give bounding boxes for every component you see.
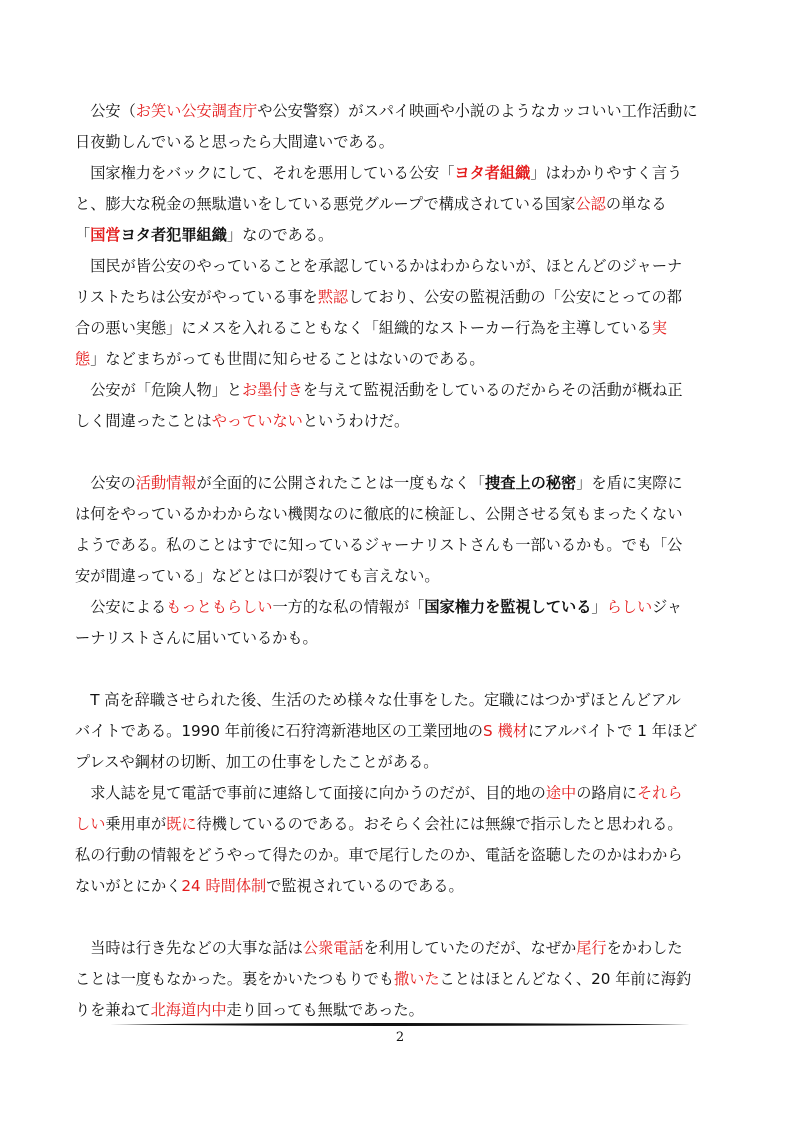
text-line [75, 158, 735, 189]
text-line [75, 964, 735, 995]
text-segment: 一方的な私の情報が「 [272, 598, 425, 616]
text-line [75, 840, 735, 871]
text-segment: 安が間違っている」などとは口が裂けても言えない。 [75, 567, 440, 585]
text-segment: 」などまちがっても世間に知らせることはないのである。 [90, 350, 485, 368]
highlighted-text: しい [75, 815, 106, 833]
bold-text: 国家権力を監視している [424, 598, 592, 616]
bold-text: ヨタ者犯罪組織 [120, 226, 227, 244]
text-segment: 公安の [75, 474, 136, 492]
highlighted-text: 活動情報 [135, 474, 197, 492]
text-segment: 私の行動の情報をどうやって得たのか。車で尾行したのか、電話を盗聴したのかはわから [75, 846, 683, 864]
text-segment: にアルバイトで 1 年ほど [527, 722, 698, 740]
text-segment: 公安が「危険人物」と [75, 381, 243, 399]
text-segment: 公安による [75, 598, 167, 616]
text-segment: ジャ [652, 598, 683, 616]
highlighted-text: お笑い公安調査庁 [135, 102, 258, 120]
text-segment: 「 [75, 226, 91, 244]
text-segment: バイトである。1990 年前後に石狩湾新港地区の工業団地の [75, 722, 483, 740]
text-line [75, 747, 735, 778]
text-segment: ようである。私のことはすでに知っているジャーナリストさんも一部いるかも。でも「公 [75, 536, 683, 554]
text-line [75, 220, 735, 251]
text-segment: の単なる [605, 195, 667, 213]
text-line [75, 530, 735, 561]
text-segment: 国民が皆公安のやっていることを承認しているかはわからないが、ほとんどのジャーナ [75, 257, 683, 275]
highlighted-text: 態 [75, 350, 91, 368]
page-number: 2 [395, 1030, 405, 1045]
text-segment: をかわした [606, 939, 683, 957]
highlighted-text: 尾行 [576, 939, 607, 957]
highlighted-text: 公認 [575, 195, 606, 213]
text-segment: が全面的に公開されたことは一度もなく「 [196, 474, 486, 492]
text-segment: 日夜勤しんでいると思ったら大間違いである。 [75, 133, 394, 151]
paragraph-gap [75, 437, 735, 468]
text-line [75, 778, 735, 809]
text-segment: 公安（ [75, 102, 136, 120]
text-segment: 待機しているのである。おそらく会社には無線で指示したと思われる。 [196, 815, 683, 833]
text-segment: 」を盾に実際に [576, 474, 683, 492]
text-segment: T 高を辞職させられた後、生活のため様々な仕事をした。定職にはつかずほとんどアル [75, 691, 681, 709]
highlighted-text: S 機材 [482, 722, 528, 740]
highlighted-text: やっていない [211, 412, 303, 430]
highlighted-text: 公衆電話 [302, 939, 364, 957]
text-segment: は何をやっているかわからない機関なのに徹底的に検証し、公開させる気もまったくない [75, 505, 683, 523]
text-segment: 乗用車が [105, 815, 167, 833]
highlighted-text: ヨタ者組織 [454, 164, 531, 182]
text-segment: 」 [591, 598, 607, 616]
highlighted-text: 国営 [90, 226, 121, 244]
text-line [75, 468, 735, 499]
text-segment: 合の悪い実態」にメスを入れることもなく「組織的なストーカー行為を主導している [75, 319, 652, 337]
highlighted-text: らしい [606, 598, 653, 616]
text-segment: 国家権力をバックにして、それを悪用している公安「 [75, 164, 455, 182]
highlighted-text: 既に [166, 815, 197, 833]
text-line [75, 623, 735, 654]
text-segment: や公安警察）がスパイ映画や小説のようなカッコいい工作活動に [257, 102, 698, 120]
text-line [75, 685, 735, 716]
text-line [75, 189, 735, 220]
highlighted-text: お墨付き [242, 381, 303, 399]
text-segment: の路肩に [576, 784, 637, 802]
text-line [75, 375, 735, 406]
text-segment: 」はわかりやすく言う [530, 164, 683, 182]
document-body [75, 96, 735, 1026]
text-segment: 走り回っても無駄であった。 [226, 1001, 424, 1019]
text-line [75, 251, 735, 282]
text-segment: ーナリストさんに届いているかも。 [75, 629, 318, 647]
text-segment: を利用していたのだが、なぜか [363, 939, 577, 957]
text-line [75, 561, 735, 592]
text-segment: リストたちは公安がやっている事を [75, 288, 318, 306]
highlighted-text: 24 時間体制 [181, 877, 267, 895]
highlighted-text: 実 [651, 319, 668, 337]
text-segment: しく間違ったことは [75, 412, 212, 430]
text-line [75, 406, 735, 437]
text-segment: 求人誌を見て電話で事前に連絡して面接に向かうのだが、目的地の [75, 784, 546, 802]
text-segment: ことはほとんどなく、20 年前に海釣 [439, 970, 692, 988]
text-segment: りを兼ねて [75, 1001, 151, 1019]
text-segment: しており、公安の監視活動の「公安にとっての都 [348, 288, 682, 306]
text-line [75, 344, 735, 375]
footer-rule [110, 1022, 690, 1027]
text-line [75, 716, 735, 747]
text-line [75, 592, 735, 623]
highlighted-text: 北海道内中 [150, 1001, 227, 1019]
highlighted-text: 途中 [545, 784, 577, 802]
paragraph-gap [75, 902, 735, 933]
text-segment: で監視されているのである。 [266, 877, 464, 895]
text-segment: ないがとにかく [75, 877, 182, 895]
text-line [75, 96, 735, 127]
text-line [75, 499, 735, 530]
highlighted-text: もっともらしい [166, 598, 273, 616]
text-line [75, 809, 735, 840]
text-segment: 当時は行き先などの大事な話は [75, 939, 303, 957]
text-segment: ことは一度もなかった。裏をかいたつもりでも [75, 970, 394, 988]
text-line [75, 127, 735, 158]
text-segment: を与えて監視活動をしているのだからその活動が概ね正 [302, 381, 683, 399]
text-segment: プレスや鋼材の切断、加工の仕事をしたことがある。 [75, 753, 439, 771]
paragraph-gap [75, 654, 735, 685]
bold-text: 捜査上の秘密 [485, 474, 577, 492]
highlighted-text: それら [636, 784, 683, 802]
text-line [75, 871, 735, 902]
text-segment: というわけだ。 [302, 412, 410, 430]
text-line [75, 282, 735, 313]
text-line [75, 313, 735, 344]
highlighted-text: 撒いた [393, 970, 440, 988]
highlighted-text: 黙認 [317, 288, 349, 306]
text-segment: と、膨大な税金の無駄遣いをしている悪党グループで構成されている国家 [75, 195, 576, 213]
text-line [75, 933, 735, 964]
text-segment: 」なのである。 [226, 226, 334, 244]
